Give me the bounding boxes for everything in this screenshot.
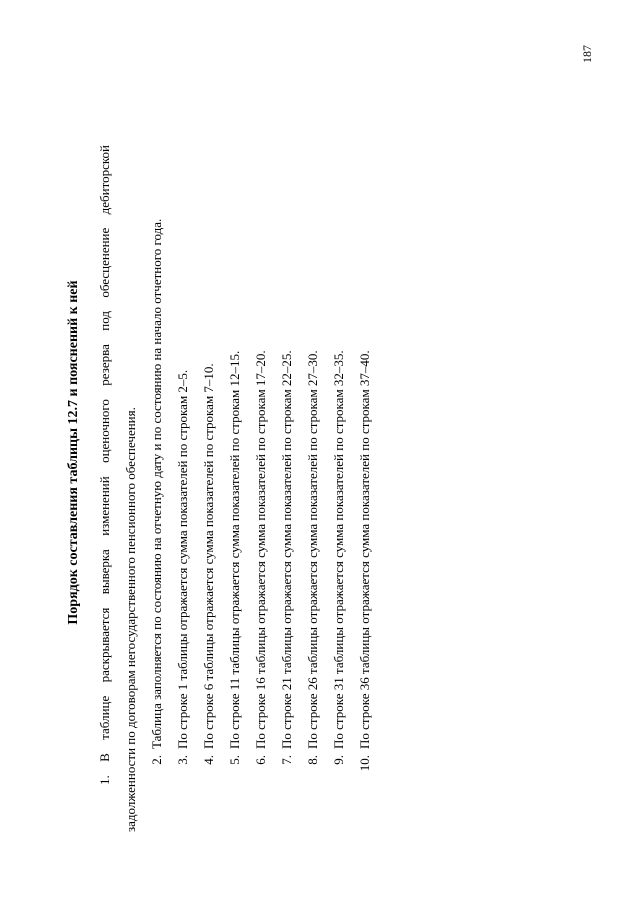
list-item-number: 9. — [331, 755, 346, 765]
list-item-number: 6. — [253, 755, 268, 765]
list-item-4 — [196, 145, 222, 785]
list-item-text: По строке 16 таблицы отражается сумма показателей по строкам 17–20. — [253, 350, 268, 749]
list-item-8 — [300, 145, 326, 785]
list-item-number: 7. — [279, 755, 294, 765]
list-item-number: 4. — [201, 755, 216, 765]
list-item-text: По строке 6 таблицы отражается сумма показателей по строкам 7–10. — [201, 363, 216, 749]
list-item-9 — [326, 145, 352, 785]
list-item-number: 10. — [357, 755, 372, 772]
list-item-text: В таблице раскрывается выверка изменений оценочного резерва под обесценение дебиторской — [97, 144, 112, 762]
list-item-5 — [222, 145, 248, 785]
list-item-3 — [170, 145, 196, 785]
list-item-7 — [274, 145, 300, 785]
list-item-1 — [92, 145, 118, 785]
page-number: 187 — [580, 45, 594, 63]
section-title: Порядок составления таблицы 12.7 и пояснений к ней — [66, 280, 81, 625]
list-item-number: 8. — [305, 755, 320, 765]
list-item-text: По строке 26 таблицы отражается сумма показателей по строкам 27–30. — [305, 350, 320, 749]
list-item-1-continuation: задолженности по договорам негосударственного пенсионного обеспечения. — [123, 407, 138, 832]
list-item-text: По строке 31 таблицы отражается сумма показателей по строкам 32–35. — [331, 350, 346, 749]
list-item-number: 2. — [149, 755, 164, 765]
list-item-number: 3. — [175, 755, 190, 765]
list-item-text: По строке 11 таблицы отражается сумма показателей по строкам 12–15. — [227, 350, 242, 749]
list-item-text: Таблица заполняется по состоянию на отчетную дату и по состоянию на начало отчетного года. — [149, 218, 164, 749]
list-item-6 — [248, 145, 274, 785]
list-item-number: 1. — [97, 775, 112, 785]
list-item-number: 5. — [227, 755, 242, 765]
list-item-text: По строке 36 таблицы отражается сумма показателей по строкам 37–40. — [357, 350, 372, 749]
list-item-text: По строке 1 таблицы отражается сумма показателей по строкам 2–5. — [175, 369, 190, 749]
list-item-10 — [352, 145, 378, 785]
list-item-text: По строке 21 таблицы отражается сумма показателей по строкам 22–25. — [279, 350, 294, 749]
instructions-list — [92, 144, 378, 832]
list-item-2 — [144, 145, 170, 785]
